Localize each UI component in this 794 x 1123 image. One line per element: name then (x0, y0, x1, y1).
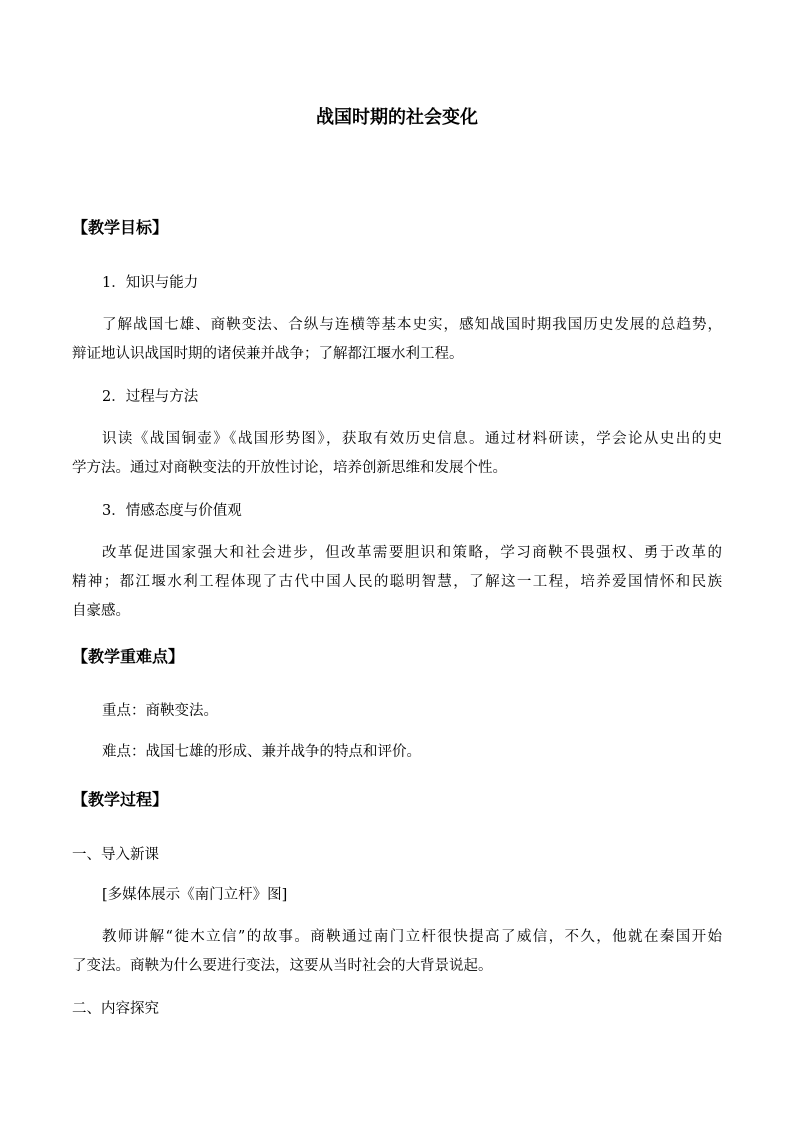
process-part-2-title: 二、内容探究 (72, 1001, 159, 1017)
process-part-1-media: [多媒体展示《南门立杆》图] (102, 887, 288, 903)
section-heading-key-points: 【教学重难点】 (72, 647, 185, 666)
objective-1-line-2: 辩证地认识战国时期的诸侯兼并战争；了解都江堰水利工程。 (72, 346, 464, 362)
objective-2-line-1: 识读《战国铜壶》《战国形势图》，获取有效历史信息。通过材料研读，学会论从史出的史 (102, 431, 722, 447)
objective-3-line-2: 精神；都江堰水利工程体现了古代中国人民的聪明智慧，了解这一工程，培养爱国情怀和民族 (72, 574, 722, 590)
key-point-focus: 重点：商鞅变法。 (102, 703, 218, 719)
process-part-1-title: 一、导入新课 (72, 847, 159, 863)
objective-1-line-1: 了解战国七雄、商鞅变法、合纵与连横等基本史实，感知战国时期我国历史发展的总趋势， (102, 317, 722, 333)
process-part-1-line-2: 了变法。商鞅为什么要进行变法，这要从当时社会的大背景说起。 (72, 958, 493, 974)
objective-3-line-3: 自豪感。 (72, 603, 130, 619)
objective-3-line-1: 改革促进国家强大和社会进步，但改革需要胆识和策略，学习商鞅不畏强权、勇于改革的 (102, 545, 722, 561)
process-part-1-line-1: 教师讲解“徙木立信”的故事。商鞅通过南门立杆很快提高了威信，不久，他就在秦国开始 (102, 929, 722, 945)
document-title: 战国时期的社会变化 (316, 107, 478, 128)
objective-1-title: 1．知识与能力 (102, 275, 199, 291)
section-heading-objectives: 【教学目标】 (72, 218, 169, 237)
section-heading-process: 【教学过程】 (72, 790, 169, 809)
objective-3-title: 3．情感态度与价值观 (102, 503, 242, 519)
key-point-difficulty: 难点：战国七雄的形成、兼并战争的特点和评价。 (102, 744, 421, 760)
objective-2-line-2: 学方法。通过对商鞅变法的开放性讨论，培养创新思维和发展个性。 (72, 460, 507, 476)
objective-2-title: 2．过程与方法 (102, 389, 199, 405)
